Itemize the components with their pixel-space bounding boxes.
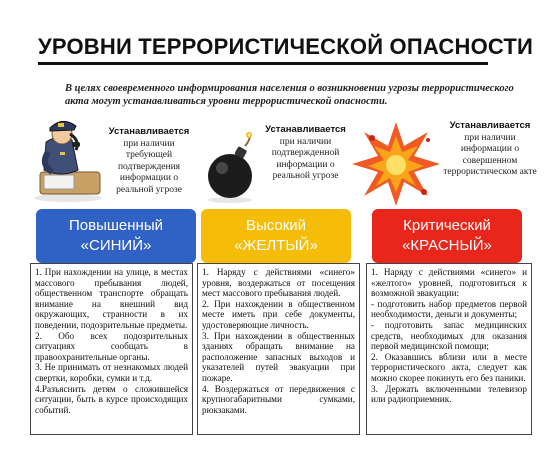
established-head: Устанавливается (108, 126, 190, 137)
level-name: Высокий (245, 217, 307, 234)
action-item: 2. При нахождении в общественном месте иметь при себе документы, удостоверяющие личность. (202, 298, 355, 330)
action-item: 2. Оказавшись вблизи или в месте террористического акта, следует как можно скорее покинуть его без паники. (371, 351, 527, 383)
actions-panel-yellow (197, 263, 360, 435)
actions-panel-red (366, 263, 532, 435)
established-body: при наличии требующей подтверждения информации о реальной угрозе (116, 138, 182, 195)
level-color-name: «ЖЕЛТЫЙ» (234, 237, 318, 254)
action-item: 2. Обо всех подозрительных ситуациях сообщать в правоохранительные органы. (35, 330, 188, 362)
explosion-illustration (350, 118, 442, 210)
action-item: 4.Разъяснить детям о сложившейся ситуации, быть в курсе происходящих событий. (35, 383, 188, 415)
police-officer-illustration (18, 112, 110, 204)
level-badge-red (372, 209, 522, 263)
level-color-name: «КРАСНЫЙ» (402, 237, 492, 254)
action-item: - подготовить запас медицинских средств, необходимых для оказания первой медицинской помощи; (371, 319, 527, 352)
actions-panel-blue (30, 263, 193, 435)
established-text-red (440, 120, 540, 179)
level-badge-blue (36, 209, 196, 263)
page-title: УРОВНИ ТЕРРОРИСТИЧЕСКОЙ ОПАСНОСТИ (38, 34, 534, 59)
action-item: 1. При нахождении на улице, в местах массового пребывания людей, общественном транспорте обращать внимание на внешний вид окружающих, странности в их поведении, подозрительные предметы. (35, 267, 188, 330)
level-color-name: «СИНИЙ» (80, 237, 152, 254)
title-underline (38, 62, 488, 65)
level-name: Критический (403, 217, 491, 234)
level-badge-yellow (201, 209, 351, 263)
action-item: 1. Наряду с действиями «синего» и «желтого» уровней, подготовиться к возможной эвакуации: (371, 267, 527, 299)
established-head: Устанавливается (265, 124, 346, 135)
action-item: 3. Держать включенными телевизор или радиоприемник. (371, 383, 527, 405)
action-item: 3. Не принимать от незнакомых людей свертки, коробки, сумки и т.д. (35, 362, 188, 383)
level-name: Повышенный (69, 217, 163, 234)
established-head: Устанавливается (449, 120, 531, 131)
established-text-yellow (258, 124, 353, 183)
action-item: 1. Наряду с действиями «синего» уровня, воздержаться от посещения мест массового пребывания людей. (202, 267, 355, 299)
established-text-blue (103, 126, 195, 196)
established-body: при наличии информации о совершенном террористическом акте (443, 132, 537, 177)
established-body: при наличии подтвержденной информации о реальной угрозе (271, 136, 340, 181)
action-item: 4. Воздержаться от передвижения с крупногабаритными сумками, рюкзаками. (202, 383, 355, 415)
action-item: 3. При нахождении в общественных зданиях обращать внимание на расположение запасных выходов и указателей путей эвакуации при пожаре. (202, 330, 355, 383)
action-item: - подготовить набор предметов первой необходимости, деньги и документы; (371, 298, 527, 320)
intro-text: В целях своевременного информирования населения о возникновении угрозы террористического акта могут устанавливаться уровни террористической опасности. (65, 83, 514, 107)
